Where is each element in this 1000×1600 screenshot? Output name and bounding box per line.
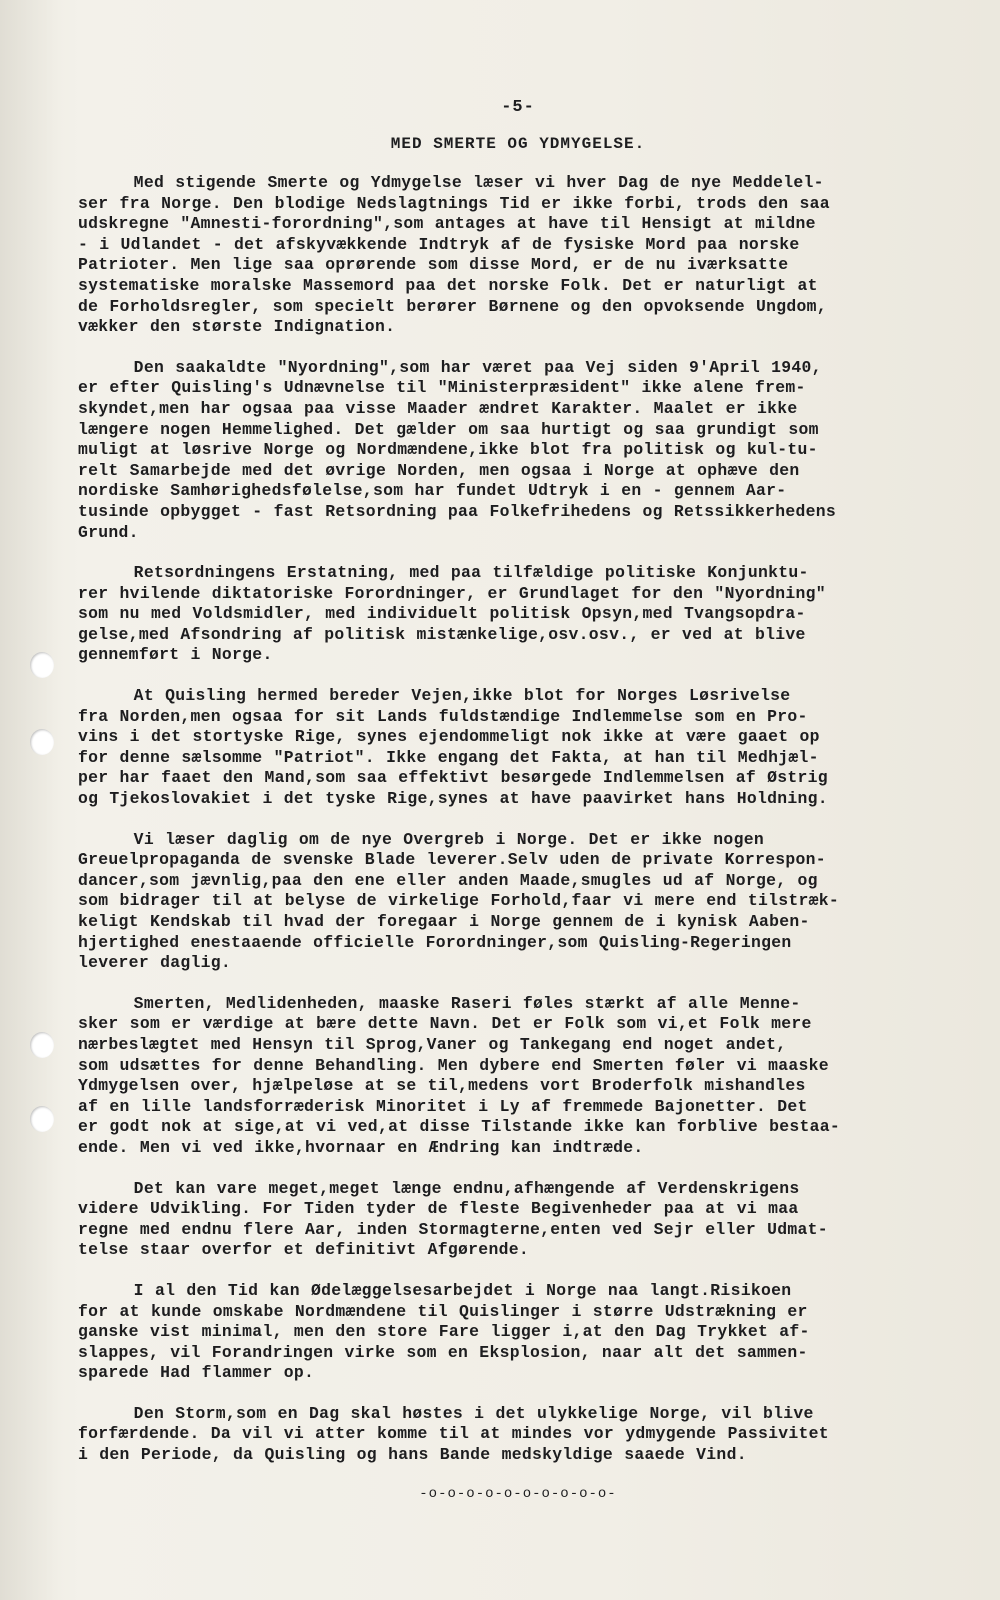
text-line: skyndet,men har ogsaa paa visse Maader ændret Karakter. Maalet er ikke: [78, 398, 798, 418]
paragraph: [78, 1281, 958, 1384]
text-line: rer hvilende diktatoriske Forordninger, er Grundlaget for den "Nyordning": [78, 583, 826, 603]
text-line: i den Periode, da Quisling og hans Bande medskyldige saaede Vind.: [78, 1445, 747, 1465]
text-line: for at kunde omskabe Nordmændene til Quislinger i større Udstrækning er: [78, 1301, 808, 1321]
text-line: I al den Tid kan Ødelæggelsesarbejdet i Norge naa langt.Risikoen: [78, 1280, 792, 1300]
text-line: sparede Had flammer op.: [78, 1363, 315, 1383]
punch-hole: [30, 729, 54, 755]
text-line: er efter Quisling's Udnævnelse til "Ministerpræsident" ikke alene frem-: [78, 378, 806, 398]
punch-hole: [30, 652, 54, 678]
text-line: - i Udlandet - det afskyvækkende Indtryk af de fysiske Mord paa norske: [78, 234, 800, 254]
text-line: vins i det stortyske Rige, synes ejendommeligt nok ikke at være gaaet op: [78, 727, 820, 747]
text-line: af en lille landsforræderisk Minoritet i Ly af fremmede Bajonetter. Det: [78, 1096, 808, 1116]
text-line: Retsordningens Erstatning, med paa tilfældige politiske Konjunktu-: [78, 563, 809, 583]
text-line: og Tjekoslovakiet i det tyske Rige,synes at have paavirket hans Holdning.: [78, 789, 828, 809]
text-line: Greuelpropaganda de svenske Blade leverer.Selv uden de private Korrespon-: [78, 850, 826, 870]
text-line: ser fra Norge. Den blodige Nedslagtnings Tid er ikke forbi, trods den saa: [78, 193, 830, 213]
text-line: keligt Kendskab til hvad der foregaar i Norge gennem de i kynisk Aaben-: [78, 912, 810, 931]
paragraph: [78, 994, 958, 1159]
text-line: gennemført i Norge.: [78, 645, 273, 665]
text-line: Vi læser daglig om de nye Overgreb i Norge. Det er ikke nogen: [78, 829, 764, 849]
text-line: per har faaet den Mand,som saa effektivt besørgede Indlemmelsen af Østrig: [78, 768, 828, 788]
closing-separator: -o-o-o-o-o-o-o-o-o-o-: [419, 1485, 617, 1502]
paragraph: [78, 173, 958, 338]
text-line: gelse,med Afsondring af politisk mistænkelige,osv.osv., er ved at blive: [78, 624, 806, 644]
text-line: udskregne "Amnesti-forordning",som antages at have til Hensigt at mildne: [78, 214, 816, 234]
text-line: som bidrager til at belyse de virkelige Forhold,faar vi mere end tilstræk-: [78, 891, 840, 911]
paragraph: [78, 358, 958, 543]
punch-hole: [30, 1032, 54, 1058]
text-line: tusinde opbygget - fast Retsordning paa Folkefrihedens og Retssikkerhedens: [78, 501, 837, 521]
text-line: som udsættes for denne Behandling. Men dybere end Smerten føler vi maaske: [78, 1055, 829, 1075]
paragraph: [78, 830, 958, 974]
text-line: for denne sælsomme "Patriot". Ikke engang det Fakta, at han til Medhjæl-: [78, 747, 819, 767]
text-line: nordiske Samhørighedsfølelse,som har fundet Udtryk i en - gennem Aar-: [78, 481, 787, 501]
text-line: længere nogen Hemmelighed. Det gælder om saa hurtigt og saa grundigt som: [78, 419, 819, 439]
text-line: fra Norden,men ogsaa for sit Lands fuldstændige Indlemmelse som en Pro-: [78, 706, 808, 726]
text-line: Grund.: [78, 522, 139, 542]
text-line: relt Samarbejde med det øvrige Norden, men ogsaa i Norge at ophæve den: [78, 460, 800, 480]
paragraph: [78, 1179, 958, 1261]
text-line: At Quisling hermed bereder Vejen,ikke blot for Norges Løsrivelse: [78, 686, 791, 706]
paragraph: [78, 563, 958, 666]
text-line: telse staar overfor et definitivt Afgørende.: [78, 1240, 529, 1260]
text-line: ganske vist minimal, men den store Fare ligger i,at den Dag Trykket af-: [78, 1322, 810, 1342]
text-line: Smerten, Medlidenheden, maaske Raseri føles stærkt af alle Menne-: [78, 993, 801, 1013]
typed-text-body: [78, 98, 958, 1502]
text-line: slappes, vil Forandringen virke som en Eksplosion, naar alt det sammen-: [78, 1342, 808, 1362]
text-line: de Forholdsregler, som specielt berører Børnene og den opvoksende Ungdom,: [78, 296, 827, 316]
text-line: Den saakaldte "Nyordning",som har været paa Vej siden 9'April 1940,: [78, 357, 822, 377]
page-title: MED SMERTE OG YDMYGELSE.: [390, 135, 646, 153]
paragraph-list: [78, 173, 958, 1466]
text-line: systematiske moralske Massemord paa det norske Folk. Det er naturligt at: [78, 275, 818, 295]
paragraph: [78, 1404, 958, 1466]
text-line: hjertighed enestaaende officielle Forordninger,som Quisling-Regeringen: [78, 932, 792, 952]
text-line: dancer,som jævnlig,paa den ene eller anden Maade,smugles ud af Norge, og: [78, 870, 818, 890]
page-edge-shadow: [0, 0, 60, 1600]
text-line: vækker den største Indignation.: [78, 317, 396, 337]
text-line: Den Storm,som en Dag skal høstes i det ulykkelige Norge, vil blive: [78, 1403, 814, 1423]
paragraph: [78, 686, 958, 810]
text-line: ende. Men vi ved ikke,hvornaar en Ændring kan indtræde.: [78, 1137, 644, 1157]
text-line: som nu med Voldsmidler, med individuelt politisk Opsyn,med Tvangsopdra-: [78, 604, 806, 624]
text-line: Med stigende Smerte og Ydmygelse læser vi hver Dag de nye Meddelel-: [78, 173, 824, 192]
text-line: forfærdende. Da vil vi atter komme til at mindes vor ydmygende Passivitet: [78, 1424, 829, 1444]
text-line: er godt nok at sige,at vi ved,at disse Tilstande ikke kan forblive bestaa-: [78, 1117, 841, 1137]
text-line: leverer daglig.: [78, 953, 232, 973]
text-line: nærbeslægtet med Hensyn til Sprog,Vaner og Tankegang end noget andet,: [78, 1034, 787, 1054]
text-line: regne med endnu flere Aar, inden Stormagterne,enten ved Sejr eller Udmat-: [78, 1219, 828, 1239]
text-line: Det kan vare meget,meget længe endnu,afhængende af Verdenskrigens: [78, 1178, 800, 1198]
text-line: Patrioter. Men lige saa oprørende som disse Mord, er de nu iværksatte: [78, 255, 789, 275]
punch-hole: [30, 1106, 54, 1132]
text-line: sker som er værdige at bære dette Navn. Det er Folk som vi,et Folk mere: [78, 1014, 812, 1034]
page-number: -5-: [501, 98, 535, 117]
text-line: muligt at løsrive Norge og Nordmændene,ikke blot fra politisk og kul-tu-: [78, 440, 818, 460]
text-line: Ydmygelsen over, hjælpeløse at se til,medens vort Broderfolk mishandles: [78, 1076, 806, 1096]
text-line: videre Udvikling. For Tiden tyder de fleste Begivenheder paa at vi maa: [78, 1199, 799, 1219]
